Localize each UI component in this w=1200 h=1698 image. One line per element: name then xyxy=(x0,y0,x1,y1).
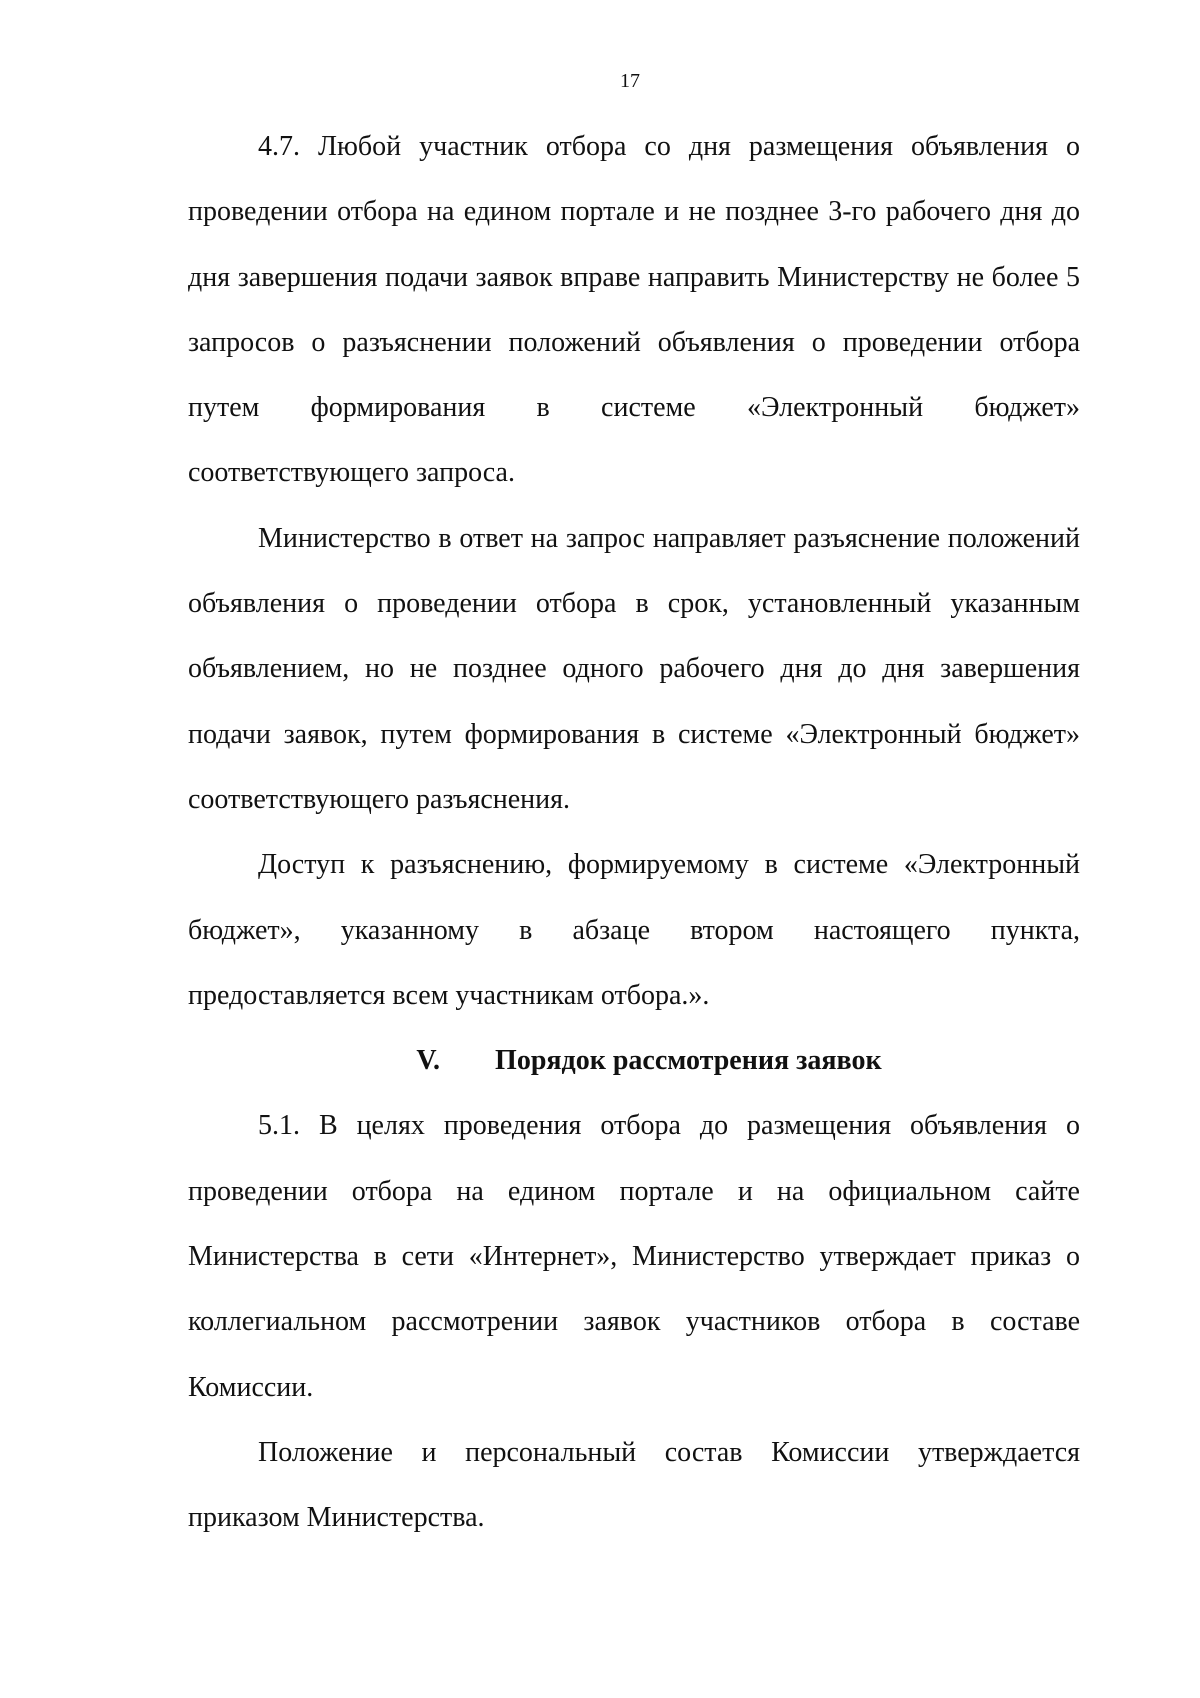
document-body xyxy=(188,114,1080,1551)
paragraph-5-1: 5.1. В целях проведения отбора до размещения объявления о проведении отбора на едином портале и на официальном сайте Министерства в сети «Интернет», Министерство утверждает приказ о коллегиальном рассмотрении заявок участников отбора в составе Комиссии. xyxy=(188,1110,1080,1403)
section-number: V. xyxy=(416,1045,441,1077)
paragraph-commission-composition: Положение и персональный состав Комиссии утверждается приказом Министерства. xyxy=(188,1436,1080,1534)
page-number: 17 xyxy=(620,70,640,92)
paragraph-access-clarification: Доступ к разъяснению, формируемому в системе «Электронный бюджет», указанному в абзаце втором настоящего пункта, предоставляется всем участникам отбора.». xyxy=(188,849,1080,1011)
section-heading xyxy=(188,1028,1080,1093)
paragraph-ministry-response: Министерство в ответ на запрос направляет разъяснение положений объявления о проведении отбора в срок, установленный указанным объявлением, но не позднее одного рабочего дня до дня завершения подачи заявок, путем формирования в системе «Электронный бюджет» соответствующего разъяснения. xyxy=(188,522,1080,815)
section-title: Порядок рассмотрения заявок xyxy=(495,1045,882,1077)
paragraph-4-7: 4.7. Любой участник отбора со дня размещения объявления о проведении отбора на едином портале и не позднее 3-го рабочего дня до дня завершения подачи заявок вправе направить Министерству не более 5 запросов о разъяснении положений объявления о проведении отбора путем формирования в системе «Электронный бюджет» соответствующего запроса. xyxy=(188,131,1080,489)
